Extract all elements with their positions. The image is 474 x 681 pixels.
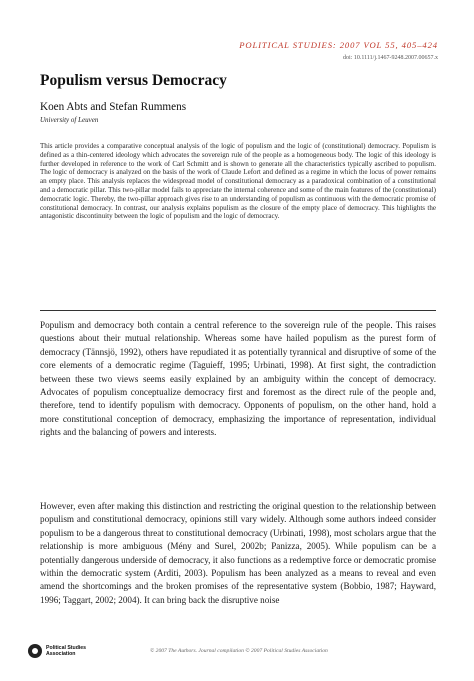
- journal-header: POLITICAL STUDIES: 2007 VOL 55, 405–424: [239, 40, 438, 50]
- abstract: This article provides a comparative conceptual analysis of the logic of populism and the logic of (constitutional) democracy. Populism is defined as a thin-centered ideology which advocates the sovereign rule of the people as a homogeneous body. The logic of this ideology is further developed in reference to the work of Carl Schmitt and is shown to generate all the characteristics typically ascribed to populism. The logic of democracy is analyzed on the basis of the work of Claude Lefort and defined as a regime in which the locus of power remains an empty place. This analysis replaces the widespread model of constitutional democracy as a paradoxical combination of a constitutional and a democratic pillar. This two-pillar model fails to appreciate the internal coherence and some of the main features of the (constitutional) democratic logic. Thereby, the two-pillar approach gives rise to an understanding of populism as continuous with the democratic promise of constitutional democracy. In contrast, our analysis explains populism as the closure of the empty place of democracy. This highlights the antagonistic discontinuity between the logic of populism and the logic of democracy.: [40, 142, 436, 221]
- publisher-logo-icon: [28, 644, 42, 658]
- article-title: Populism versus Democracy: [40, 72, 227, 89]
- copyright-notice: © 2007 The Authors. Journal compilation © 2007 Political Studies Association: [150, 648, 328, 654]
- publisher-name-line2: Association: [46, 651, 76, 657]
- publisher-logo: [28, 644, 86, 658]
- publisher-name-line1: Political Studies: [46, 645, 87, 651]
- author-affiliation: University of Leuven: [40, 116, 99, 124]
- doi-link[interactable]: doi: 10.1111/j.1467-9248.2007.00657.x: [343, 55, 438, 61]
- publisher-logo-text: [46, 645, 86, 657]
- abstract-divider: [40, 310, 436, 311]
- body-paragraph-1: Populism and democracy both contain a central reference to the sovereign rule of the people. This raises questions about their mutual relationship. Whereas some have hailed populism as the purest form of democracy (Tännsjö, 1992), others have repudiated it as potentially tyrannical and disruptive of some of the core elements of a democratic regime (Taguieff, 1995; Urbinati, 1998). At first sight, the contradiction between these two views seems easily explained by an ambiguity within the concept of democracy. Advocates of populism conceptualize democracy first and foremost as the direct rule of the people and, therefore, tend to identify populism with democracy. Opponents of populism, on the other hand, hold a more constitutional conception of democracy, emphasizing the importance of representation, individual rights and the balancing of powers and interests.: [40, 320, 436, 438]
- body-paragraph-2: However, even after making this distinction and restricting the original question to the relationship between populism and constitutional democracy, opinions still vary widely. Although some authors indeed consider populism to be a dangerous threat to constitutional democracy (Urbinati, 1998), most scholars argue that the relationship is more ambiguous (Mény and Surel, 2002b; Panizza, 2005). While populism can be a potentially dangerous underside of democracy, it also functions as a redemptive force or democratic promise within the democratic system (Arditi, 2003). Populism has been analyzed as a means to reveal and even amend the shortcomings and the broken promises of the representative system (Bobbio, 1987; Hayward, 1996; Taggart, 2002; 2004). It can bring back the disruptive noise: [40, 501, 436, 605]
- article-authors: Koen Abts and Stefan Rummens: [40, 101, 187, 113]
